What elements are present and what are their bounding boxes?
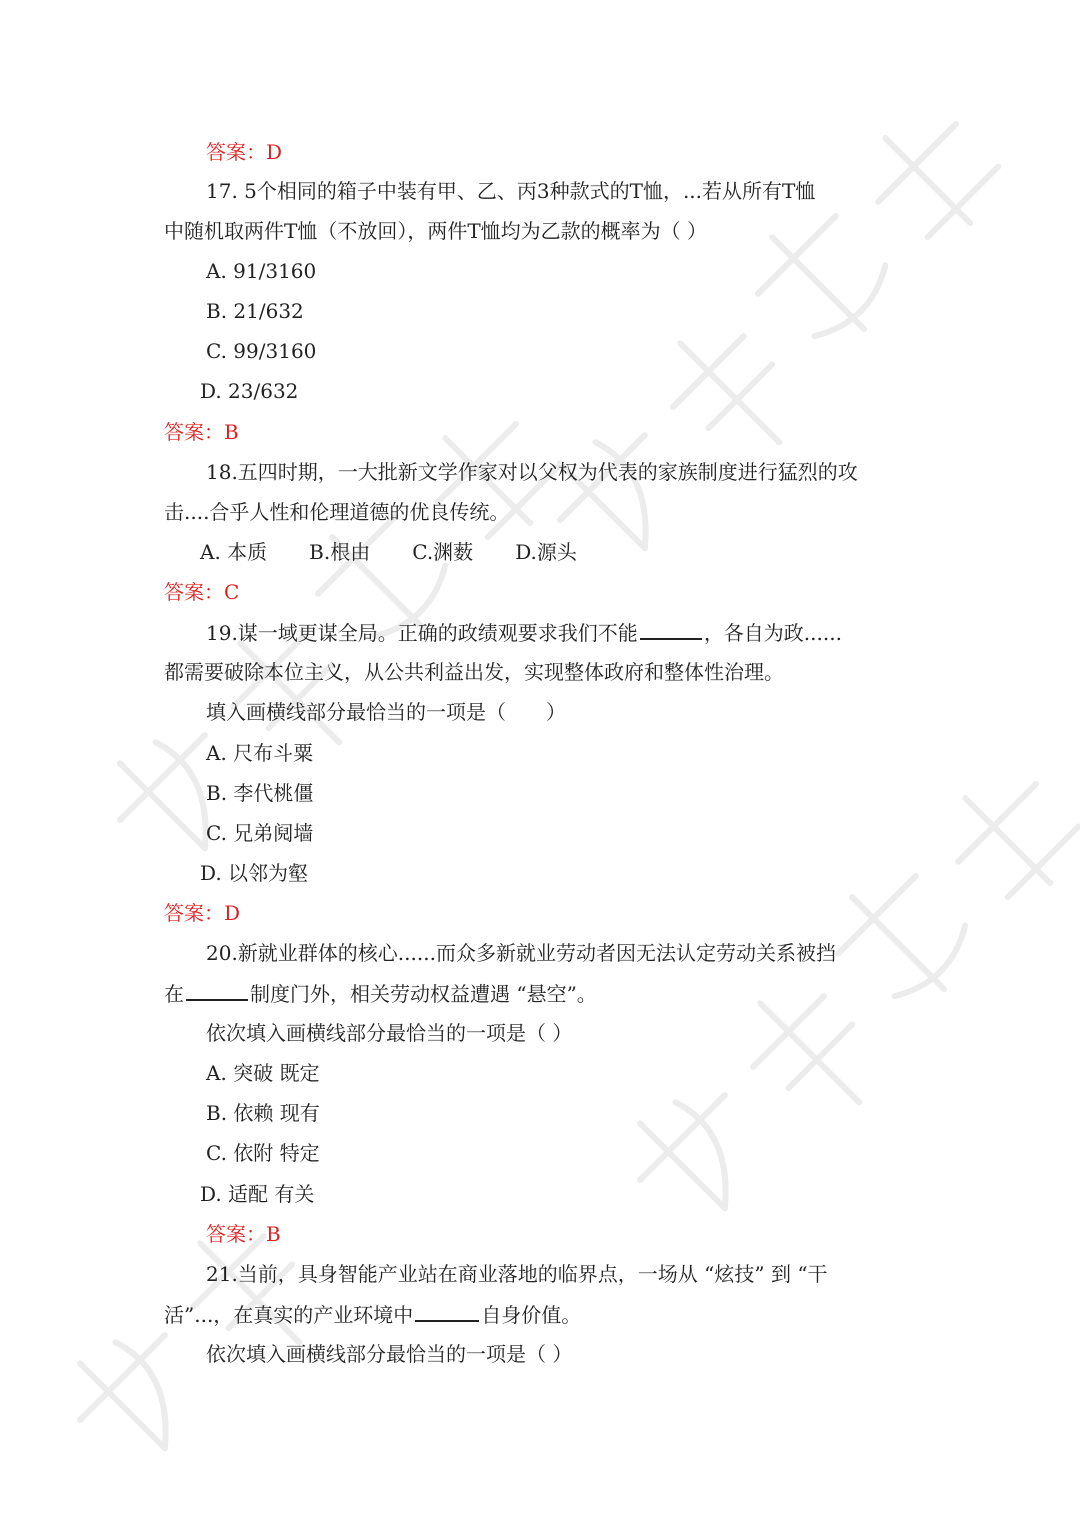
q19-fill-blank: [640, 618, 702, 640]
q17-stem-line1: 17. 5个相同的箱子中装有甲、乙、丙3种款式的T恤，...若从所有T恤: [206, 179, 816, 203]
q20-option-d: D. 适配 有关: [200, 1182, 315, 1206]
q17-option-a: A. 91/3160: [206, 259, 317, 283]
q20-stem-line2-part1: 在: [164, 982, 184, 1006]
q19-option-c: C. 兄弟阋墙: [206, 821, 314, 845]
q21-stem-line2-part2: 自身价值。: [481, 1303, 582, 1327]
q19-prompt: 填入画横线部分最恰当的一项是（ ）: [206, 700, 566, 724]
q18-option-d: D.源头: [515, 540, 577, 564]
q18-options: [200, 538, 619, 566]
q20-option-a: A. 突破 既定: [206, 1061, 320, 1085]
q21-stem-line1: 21.当前，具身智能产业站在商业落地的临界点，一场从 “炫技” 到 “干: [206, 1262, 828, 1286]
q20-answer: 答案：B: [206, 1222, 281, 1246]
q20-stem-line2: [164, 979, 597, 1008]
q19-stem-line1-part1: 19.谋一域更谋全局。正确的政绩观要求我们不能: [206, 621, 638, 645]
q18-answer: 答案：C: [164, 580, 240, 604]
q16-answer: 答案：D: [206, 140, 283, 164]
q21-fill-blank: [415, 1300, 479, 1322]
q20-fill-blank: [186, 979, 248, 1001]
q20-stem-line1: 20.新就业群体的核心......而众多新就业劳动者因无法认定劳动关系被挡: [206, 941, 836, 965]
q17-option-b: B. 21/632: [206, 299, 304, 323]
q20-stem-line2-part2: 制度门外，相关劳动权益遭遇 “悬空”。: [250, 982, 597, 1006]
q20-prompt: 依次填入画横线部分最恰当的一项是（ ）: [206, 1021, 573, 1045]
q21-stem-line2-part1: 活”...，在真实的产业环境中: [164, 1303, 414, 1327]
q19-option-d: D. 以邻为壑: [200, 861, 309, 885]
q18-stem-line1: 18.五四时期，一大批新文学作家对以父权为代表的家族制度进行猛烈的攻: [206, 460, 858, 484]
q20-option-b: B. 依赖 现有: [206, 1101, 320, 1125]
q19-option-a: A. 尺布斗粟: [206, 741, 314, 765]
q17-option-d: D. 23/632: [200, 379, 299, 403]
q19-stem-line1-part2: ，各自为政......: [703, 621, 842, 645]
q18-option-a: A. 本质: [200, 540, 268, 564]
q19-stem-line1: [206, 618, 842, 647]
q19-option-b: B. 李代桃僵: [206, 781, 314, 805]
q21-prompt: 依次填入画横线部分最恰当的一项是（ ）: [206, 1342, 573, 1366]
q17-answer: 答案：B: [164, 420, 239, 444]
q18-stem-line2: 击....合乎人性和伦理道德的优良传统。: [164, 500, 510, 524]
q21-stem-line2: [164, 1300, 581, 1329]
q18-option-c: C.渊薮: [412, 540, 474, 564]
q19-answer: 答案：D: [164, 901, 241, 925]
q17-option-c: C. 99/3160: [206, 339, 317, 363]
q17-stem-line2: 中随机取两件T恤（不放回），两件T恤均为乙款的概率为（ ）: [164, 219, 708, 243]
q20-option-c: C. 依附 特定: [206, 1141, 320, 1165]
q19-stem-line2: 都需要破除本位主义，从公共利益出发，实现整体政府和整体性治理。: [164, 660, 784, 684]
q18-option-b: B.根由: [309, 540, 371, 564]
